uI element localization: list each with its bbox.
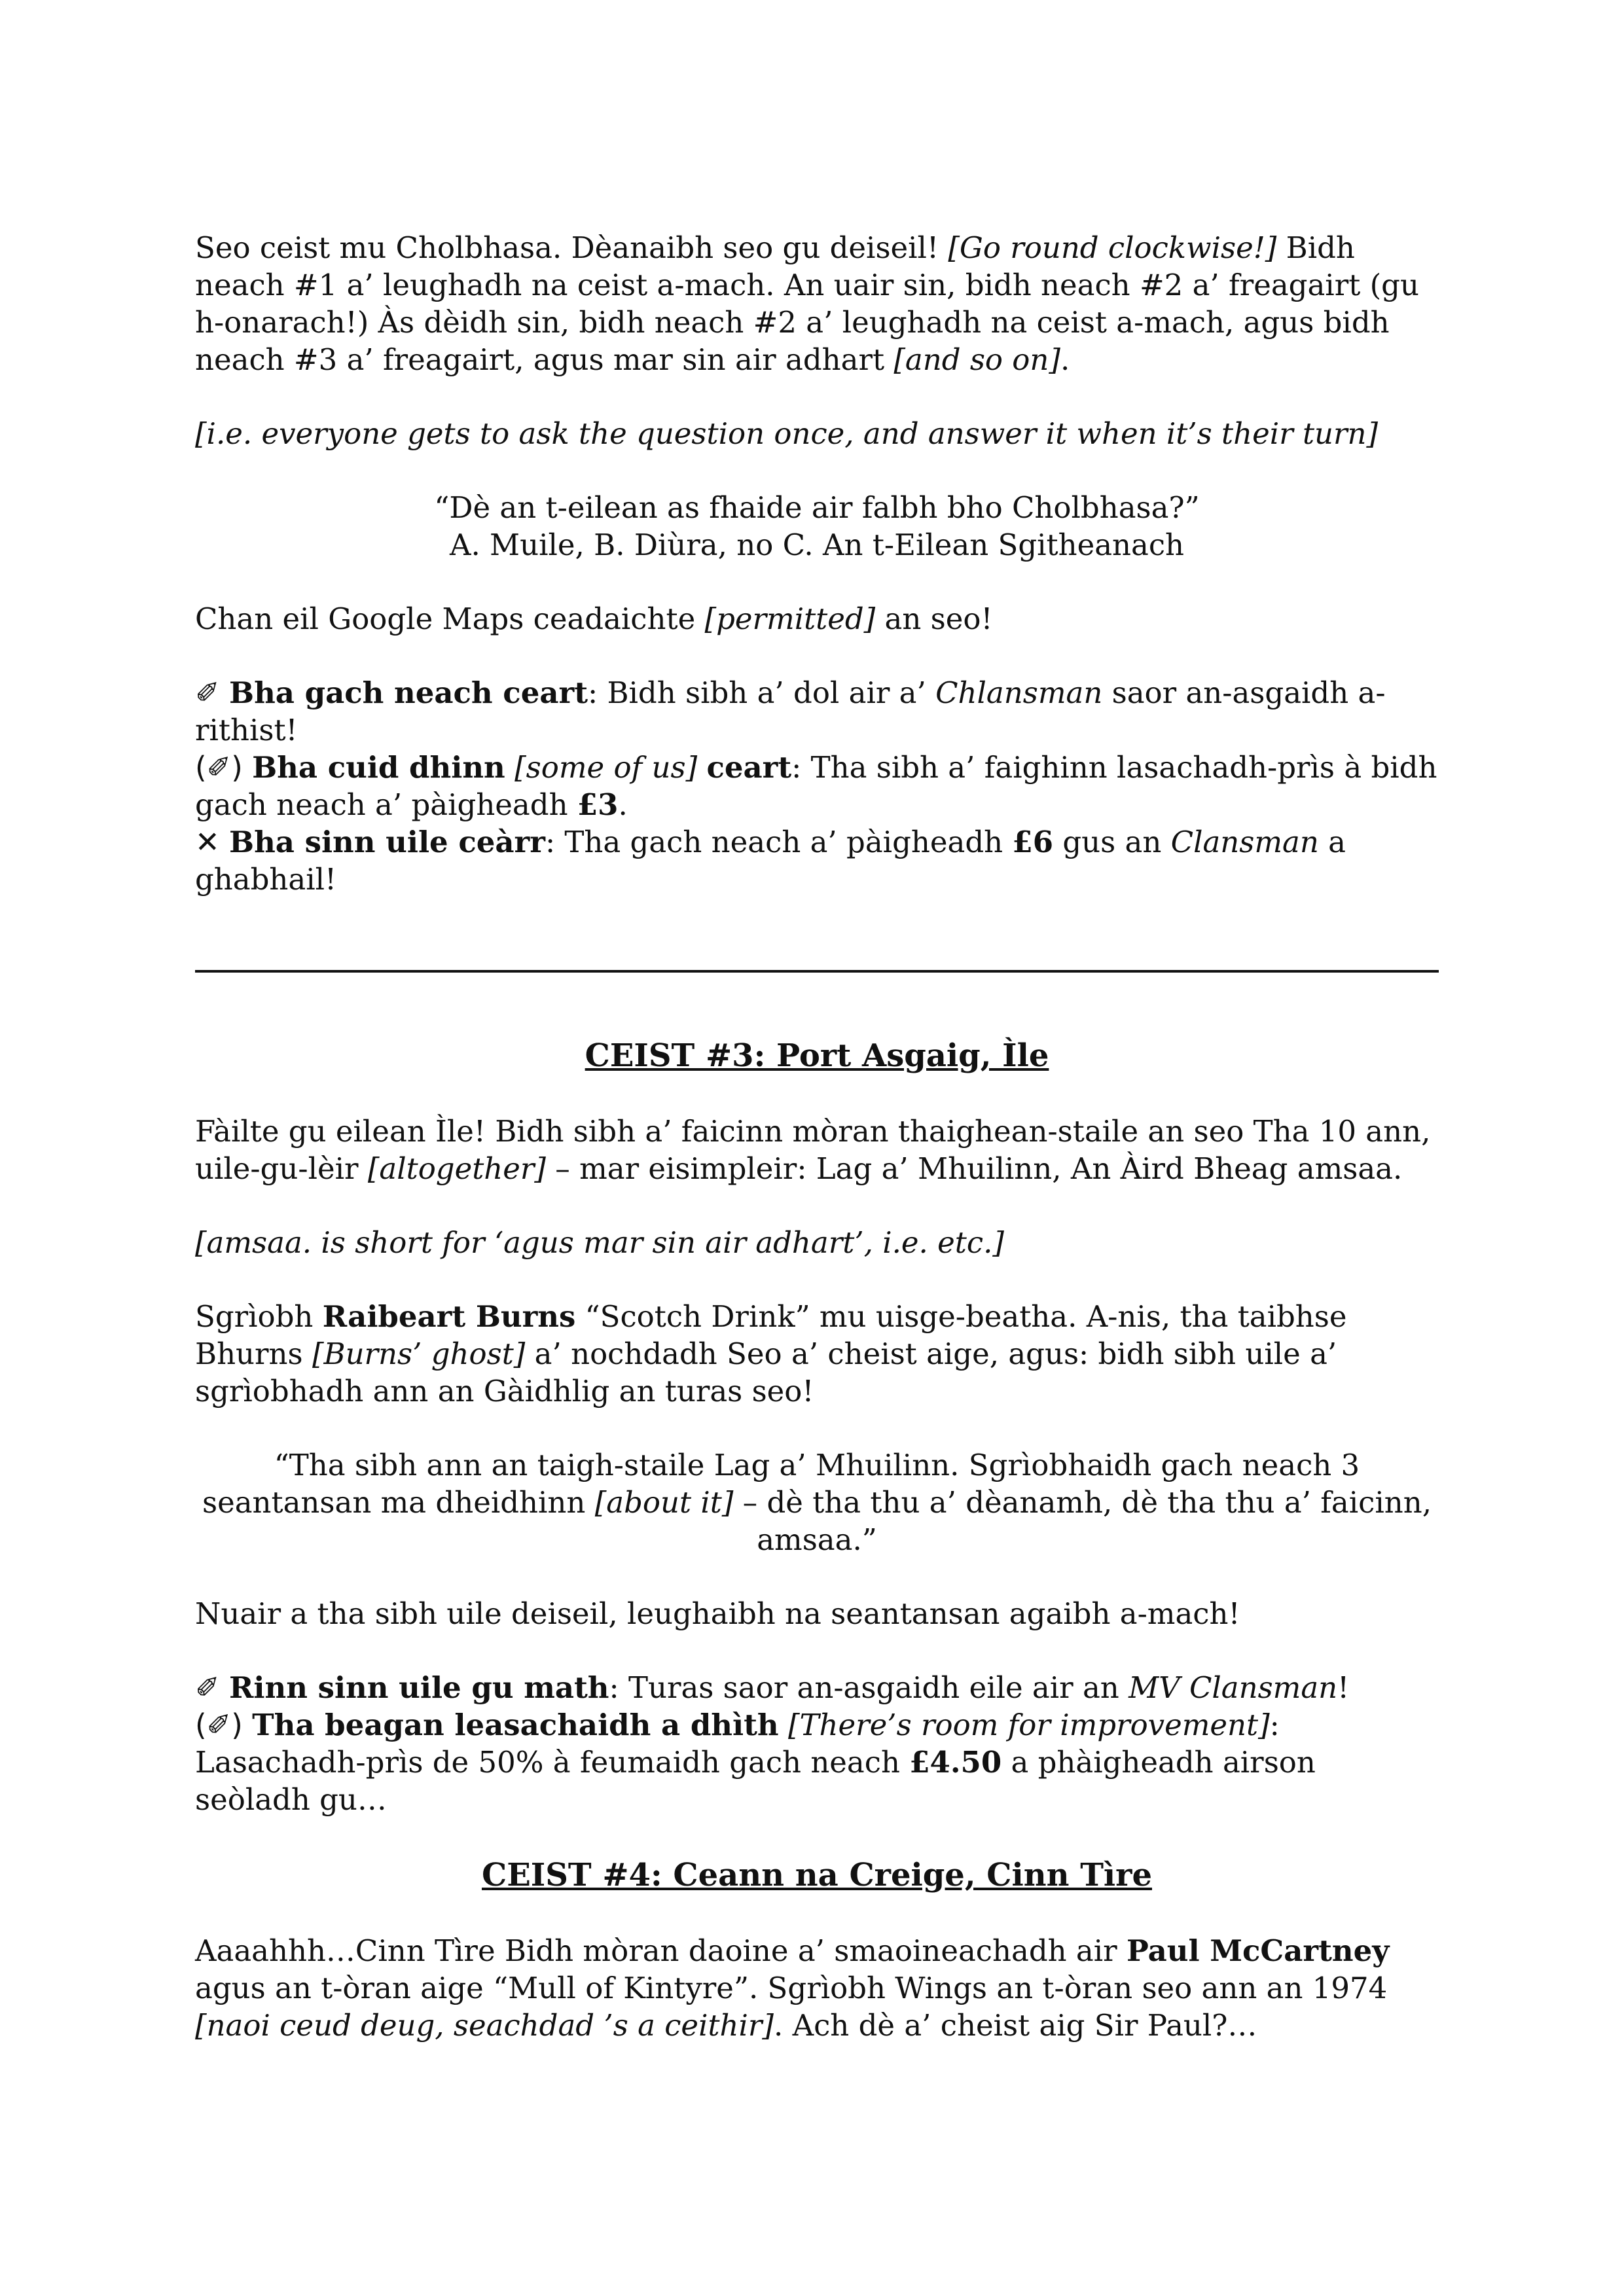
outcome-italic: [some of us] bbox=[514, 750, 698, 785]
amsaa-note-text: [amsaa. is short for ‘agus mar sin air adhart’, i.e. etc.] bbox=[195, 1225, 1004, 1260]
no-maps-italic: [permitted] bbox=[704, 601, 876, 636]
quote-text-1: “Tha sibh ann an taigh-staile Lag a’ Mhuilinn. Sgrìobhaidh gach neach 3 seantansan ma dheidhinn bbox=[202, 1448, 1360, 1520]
outcome-text-2: gus an bbox=[1053, 825, 1171, 859]
ferry-name: MV Clansman bbox=[1128, 1670, 1338, 1705]
explanation-text: [i.e. everyone gets to ask the question once, and answer it when it’s their turn] bbox=[195, 416, 1379, 451]
price-amount: £4.50 bbox=[909, 1745, 1002, 1780]
mccartney-text-3: . Ach dè a’ cheist aig Sir Paul?… bbox=[773, 2008, 1257, 2043]
pencil-check-icon: (✐) bbox=[195, 1708, 243, 1742]
no-maps-paragraph bbox=[195, 600, 1439, 637]
outcome-text: : Turas saor an-asgaidh eile air an bbox=[609, 1670, 1129, 1705]
section-3-heading: CEIST #3: Port Asgaig, Ìle bbox=[585, 1037, 1049, 1074]
outcome-text-3: a ghabhail! bbox=[195, 825, 1346, 897]
outcome-label: Bha cuid dhinn bbox=[252, 750, 505, 785]
quote-italic: [about it] bbox=[594, 1485, 734, 1520]
section-4-heading: CEIST #4: Ceann na Creige, Cinn Tìre bbox=[482, 1857, 1152, 1893]
outcome-improvement bbox=[195, 1706, 1439, 1818]
welcome-italic: [altogether] bbox=[367, 1151, 546, 1186]
question-line-2: A. Muile, B. Diùra, no C. An t-Eilean Sgitheanach bbox=[449, 528, 1185, 562]
outcome-italic: [There’s room for improvement] bbox=[787, 1708, 1270, 1742]
document-page bbox=[195, 229, 1439, 2044]
pencil-check-icon: ✐ bbox=[195, 675, 220, 710]
outcome-all-good bbox=[195, 1669, 1439, 1706]
intro-text-1: Seo ceist mu Cholbhasa. Dèanaibh seo gu deiseil! bbox=[195, 230, 948, 265]
intro-italic-1: [Go round clockwise!] bbox=[948, 230, 1277, 265]
outcome-all-correct bbox=[195, 674, 1439, 749]
price-amount: £6 bbox=[1012, 825, 1054, 859]
explanation-note bbox=[195, 415, 1439, 452]
mccartney-paragraph bbox=[195, 1932, 1439, 2044]
mccartney-text-2: agus an t-òran aige “Mull of Kintyre”. Sgrìobh Wings an t-òran seo ann an 1974 bbox=[195, 1971, 1388, 2005]
outcome-text: : Bidh sibh a’ dol air a’ bbox=[588, 675, 936, 710]
intro-paragraph bbox=[195, 229, 1439, 378]
outcome-text-2: . bbox=[618, 787, 628, 822]
no-maps-text-2: an seo! bbox=[875, 601, 993, 636]
outcome-all-wrong bbox=[195, 823, 1439, 898]
burns-name: Raibeart Burns bbox=[322, 1299, 576, 1334]
intro-text-2: Bidh neach #1 a’ leughadh na ceist a-mach. An uair sin, bidh neach #2 a’ freagairt (gu h-onarach!) Às dèidh sin, bidh neach #2 a’ leughadh na ceist a-mach, agus bidh neach #3 a’ freagairt, agus mar sin air adhart bbox=[195, 230, 1419, 377]
outcome-text-2: a phàigheadh airson seòladh gu… bbox=[195, 1745, 1316, 1817]
cross-icon: ✕ bbox=[195, 825, 220, 859]
burns-text-3: a’ nochdadh Seo a’ cheist aige, agus: bidh sibh uile a’ sgrìobhadh ann an Gàidhlig an turas seo! bbox=[195, 1336, 1337, 1408]
welcome-paragraph bbox=[195, 1113, 1439, 1187]
outcome-label: Tha beagan leasachaidh a dhìth bbox=[252, 1708, 779, 1742]
amsaa-note bbox=[195, 1224, 1439, 1261]
outcome-label: Rinn sinn uile gu math bbox=[229, 1670, 609, 1705]
welcome-text-2: – mar eisimpleir: Lag a’ Mhuilinn, An Àird Bheag amsaa. bbox=[545, 1151, 1403, 1186]
outcome-text-2: saor an-asgaidh a-rithist! bbox=[195, 675, 1386, 747]
quote-text-2: – dè tha thu a’ dèanamh, dè tha thu a’ faicinn, amsaa.” bbox=[733, 1485, 1432, 1557]
ferry-name: Chlansman bbox=[935, 675, 1103, 710]
mccartney-italic: [naoi ceud deug, seachdad ’s a ceithir] bbox=[195, 2008, 774, 2043]
intro-text-3: . bbox=[1060, 342, 1070, 377]
pencil-check-icon: (✐) bbox=[195, 750, 243, 785]
burns-paragraph bbox=[195, 1298, 1439, 1410]
ferry-name: Clansman bbox=[1170, 825, 1319, 859]
welcome-text-1: Fàilte gu eilean Ìle! Bidh sibh a’ faicinn mòran thaighean-staile an seo Tha 10 ann, uile-gu-lèir bbox=[195, 1114, 1431, 1186]
no-maps-text-1: Chan eil Google Maps ceadaichte bbox=[195, 601, 705, 636]
mccartney-text-1: Aaaahhh…Cinn Tìre Bidh mòran daoine a’ smaoineachadh air bbox=[195, 1933, 1127, 1968]
price-amount: £3 bbox=[577, 787, 619, 822]
question-line-1: “Dè an t-eilean as fhaide air falbh bho Cholbhasa?” bbox=[434, 490, 1200, 525]
intro-italic-2: [and so on] bbox=[893, 342, 1060, 377]
outcome-label: Bha gach neach ceart bbox=[229, 675, 588, 710]
burns-text-2: “Scotch Drink” mu uisge-beatha. A-nis, tha taibhse Bhurns bbox=[195, 1299, 1347, 1371]
outcome-text: : Tha gach neach a’ pàigheadh bbox=[545, 825, 1013, 859]
burns-italic: [Burns’ ghost] bbox=[312, 1336, 526, 1371]
outcome-some-correct bbox=[195, 749, 1439, 823]
outcome-text: : Lasachadh-prìs de 50% à feumaidh gach neach bbox=[195, 1708, 1280, 1780]
outcome-text: : Tha sibh a’ faighinn lasachadh-prìs à bidh gach neach a’ pàigheadh bbox=[195, 750, 1437, 822]
burns-quote bbox=[195, 1446, 1439, 1558]
artist-name: Paul McCartney bbox=[1126, 1933, 1390, 1968]
pencil-check-icon: ✐ bbox=[195, 1670, 220, 1705]
burns-text-1: Sgrìobh bbox=[195, 1299, 323, 1334]
outcome-label: Bha sinn uile ceàrr bbox=[229, 825, 545, 859]
outcome-text-2: ! bbox=[1337, 1670, 1350, 1705]
read-out-instruction: Nuair a tha sibh uile deiseil, leughaibh na seantansan agaibh a-mach! bbox=[195, 1596, 1240, 1631]
outcome-label-2: ceart bbox=[706, 750, 792, 785]
